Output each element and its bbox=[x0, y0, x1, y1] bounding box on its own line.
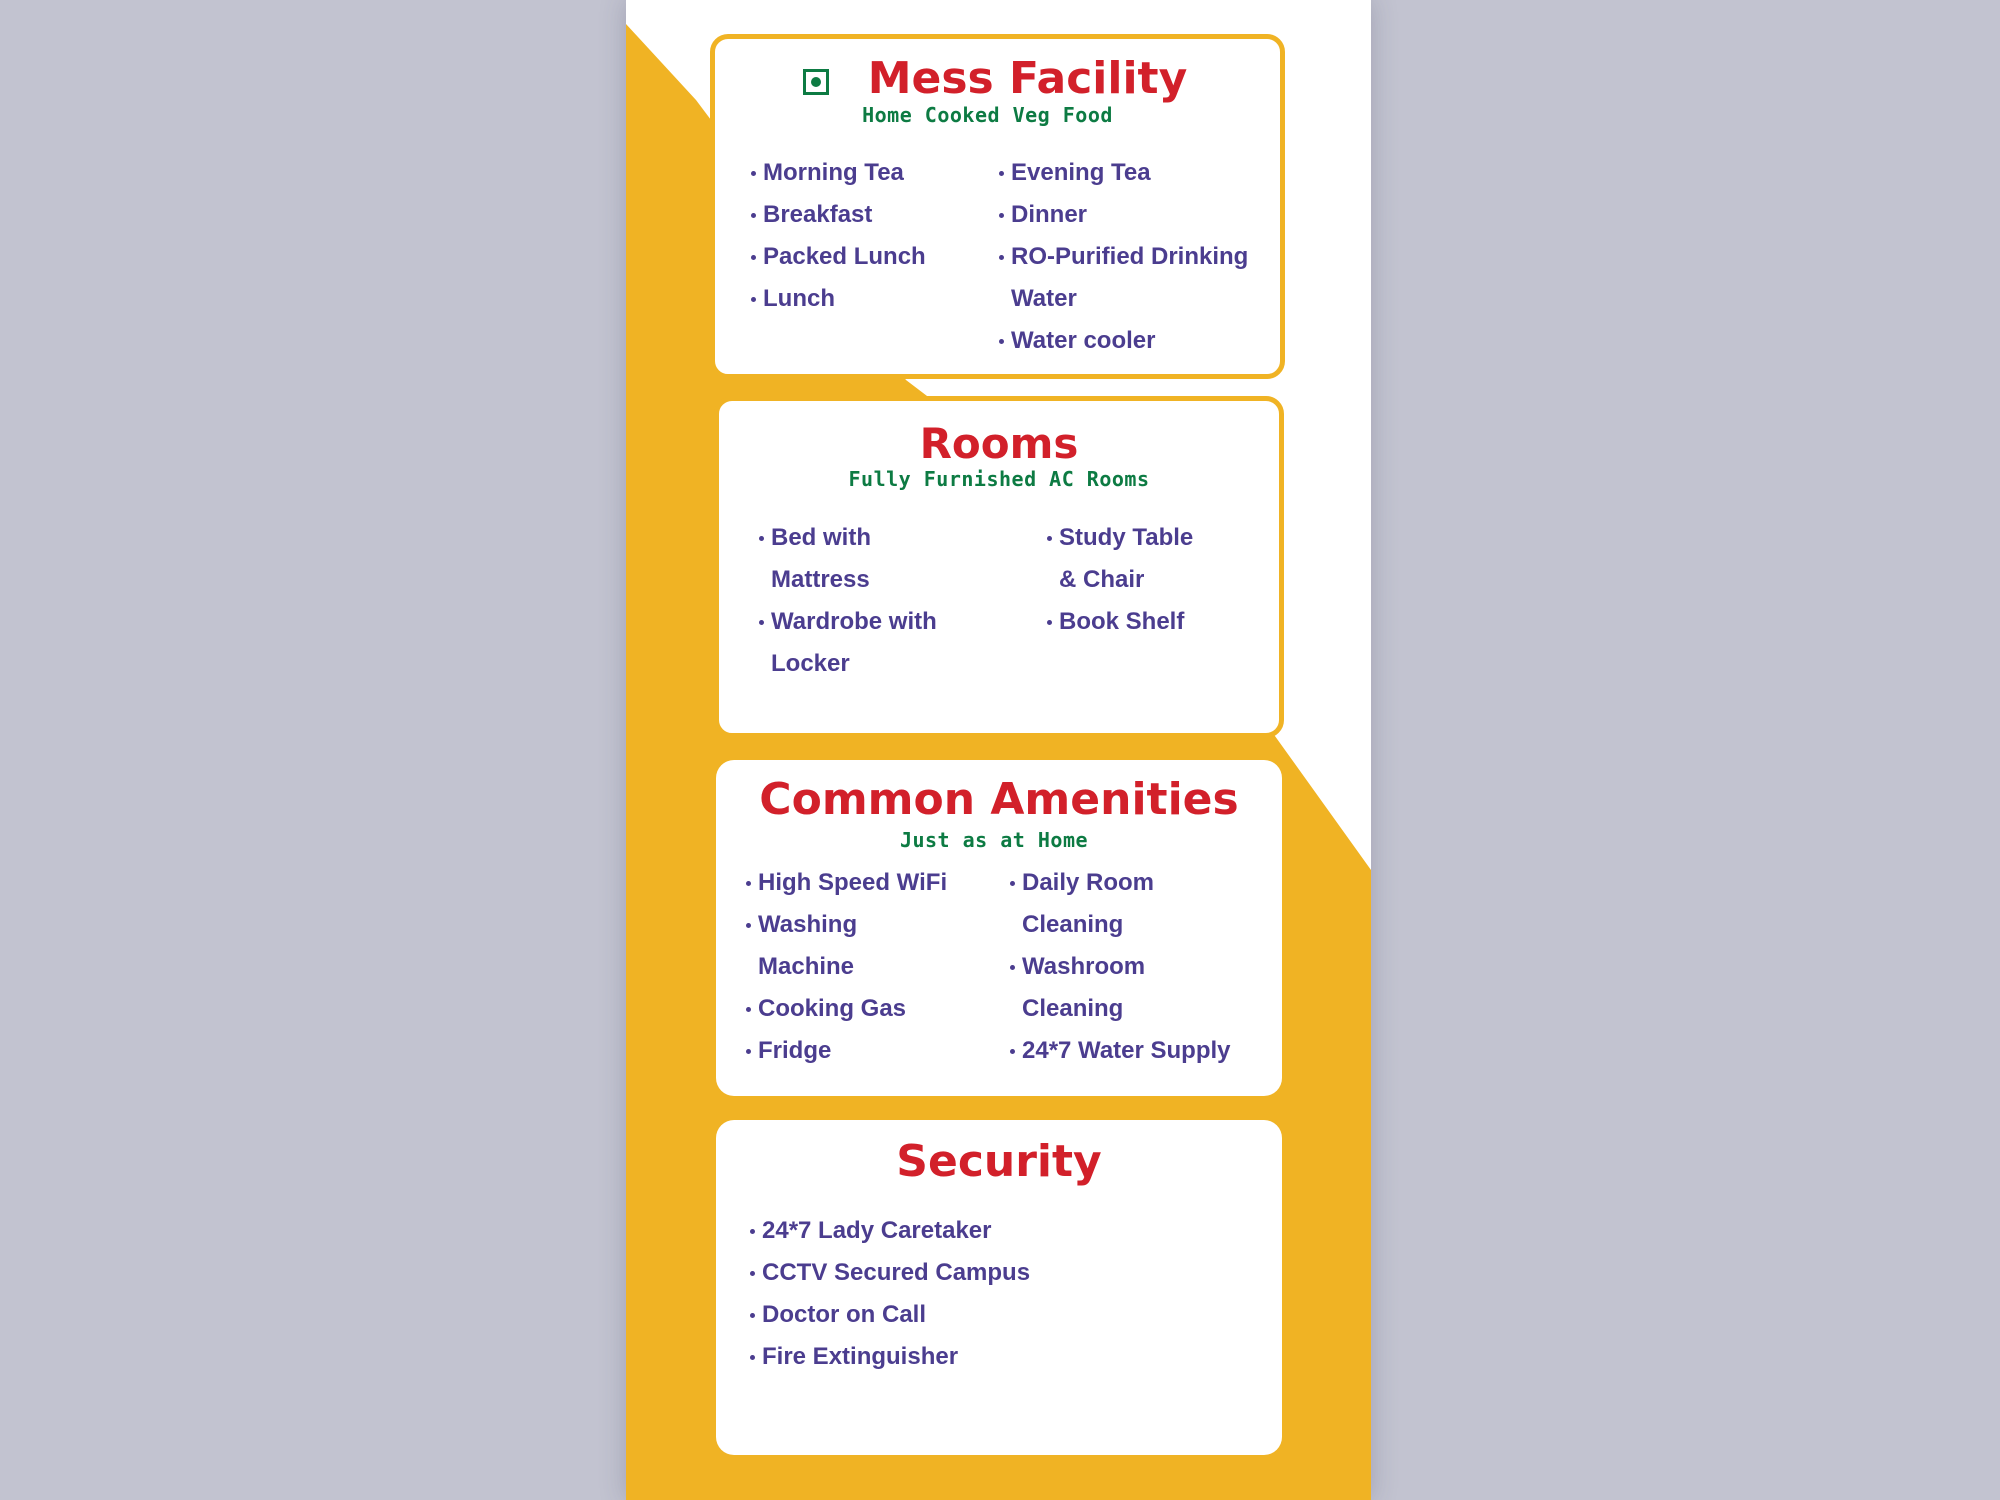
rooms-subtitle: Fully Furnished AC Rooms bbox=[848, 467, 1150, 491]
rooms-title: Rooms bbox=[919, 419, 1079, 468]
list-item: 24*7 Lady Caretaker bbox=[750, 1210, 1030, 1252]
list-item: Water bbox=[1011, 285, 1077, 312]
list-item: Water cooler bbox=[999, 320, 1248, 362]
list-item: Locker bbox=[771, 650, 850, 677]
list-item: CCTV Secured Campus bbox=[750, 1252, 1030, 1294]
list-item: Wardrobe with bbox=[759, 601, 937, 643]
flyer bbox=[626, 0, 1371, 1500]
list-item: 24*7 Water Supply bbox=[1010, 1030, 1231, 1072]
list-item: Cleaning bbox=[1022, 911, 1124, 938]
list-item: RO-Purified Drinking bbox=[999, 236, 1248, 278]
mess-facility-subtitle: Home Cooked Veg Food bbox=[862, 103, 1113, 127]
rooms-right-list bbox=[1047, 517, 1193, 643]
list-item: Packed Lunch bbox=[751, 236, 926, 278]
common-amenities-title: Common Amenities bbox=[759, 774, 1239, 825]
list-item: Washing bbox=[746, 904, 947, 946]
list-item: High Speed WiFi bbox=[746, 862, 947, 904]
list-item: Morning Tea bbox=[751, 152, 926, 194]
list-item: Dinner bbox=[999, 194, 1248, 236]
common-amenities-card bbox=[716, 760, 1282, 1096]
rooms-card bbox=[714, 396, 1284, 738]
list-item: Doctor on Call bbox=[750, 1294, 1030, 1336]
list-item: Mattress bbox=[771, 566, 870, 593]
security-title: Security bbox=[896, 1136, 1102, 1187]
rooms-left-list bbox=[759, 517, 937, 685]
mess-left-list bbox=[751, 152, 926, 320]
mess-facility-title: Mess Facility bbox=[867, 53, 1188, 104]
list-item: Book Shelf bbox=[1047, 601, 1193, 643]
security-card bbox=[716, 1120, 1282, 1455]
list-item: & Chair bbox=[1059, 566, 1145, 593]
amenities-left-list bbox=[746, 862, 947, 1072]
list-item: Washroom bbox=[1010, 946, 1231, 988]
mess-facility-card bbox=[710, 34, 1285, 379]
list-item: Cooking Gas bbox=[746, 988, 947, 1030]
security-list bbox=[750, 1210, 1030, 1378]
list-item: Study Table bbox=[1047, 517, 1193, 559]
list-item: Fridge bbox=[746, 1030, 947, 1072]
amenities-right-list bbox=[1010, 862, 1231, 1072]
common-amenities-subtitle: Just as at Home bbox=[899, 828, 1089, 852]
list-item: Machine bbox=[758, 953, 855, 980]
mess-right-list bbox=[999, 152, 1248, 362]
list-item: Breakfast bbox=[751, 194, 926, 236]
list-item: Lunch bbox=[751, 278, 926, 320]
list-item: Bed with bbox=[759, 517, 937, 559]
list-item: Evening Tea bbox=[999, 152, 1248, 194]
list-item: Fire Extinguisher bbox=[750, 1336, 1030, 1378]
list-item: Daily Room bbox=[1010, 862, 1231, 904]
list-item: Cleaning bbox=[1022, 995, 1124, 1022]
